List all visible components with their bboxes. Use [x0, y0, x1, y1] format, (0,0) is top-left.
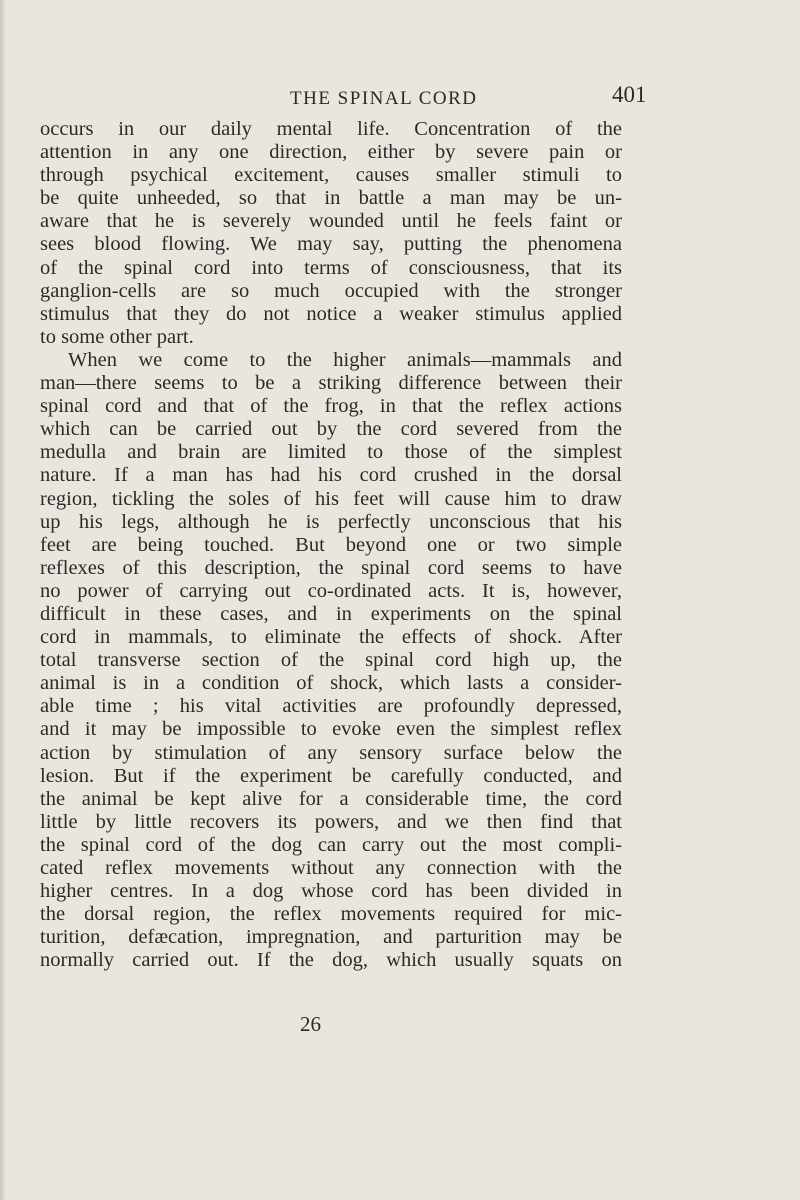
text-line: the spinal cord of the dog can carry out the most compli-	[40, 833, 622, 856]
text-line: the dorsal region, the reflex movements required for mic-	[40, 903, 622, 926]
text-line: lesion. But if the experiment be carefully conducted, and	[40, 764, 622, 787]
text-line: stimulus that they do not notice a weaker stimulus applied	[40, 302, 622, 325]
text-line: aware that he is severely wounded until he feels faint or	[40, 210, 622, 233]
text-line: reflexes of this description, the spinal cord seems to have	[40, 556, 622, 579]
text-line: and it may be impossible to evoke even the simplest reflex	[40, 718, 622, 741]
page-binding-edge	[0, 0, 6, 1200]
text-line: action by stimulation of any sensory surface below the	[40, 741, 622, 764]
text-line: sees blood flowing. We may say, putting the phenomena	[40, 233, 622, 256]
text-line: the animal be kept alive for a considerable time, the cord	[40, 787, 622, 810]
text-line: region, tickling the soles of his feet will cause him to draw	[40, 487, 622, 510]
signature-mark: 26	[300, 1012, 321, 1036]
text-line: which can be carried out by the cord severed from the	[40, 418, 622, 441]
text-line: be quite unheeded, so that in battle a man may be un-	[40, 187, 622, 210]
text-line: total transverse section of the spinal cord high up, the	[40, 649, 622, 672]
text-line: cord in mammals, to eliminate the effects of shock. After	[40, 626, 622, 649]
text-line: animal is in a condition of shock, which lasts a consider-	[40, 672, 622, 695]
text-line: occurs in our daily mental life. Concentration of the	[40, 118, 622, 140]
text-line: no power of carrying out co-ordinated acts. It is, however,	[40, 579, 622, 602]
text-line: cated reflex movements without any connection with the	[40, 857, 622, 879]
text-line: able time ; his vital activities are profoundly depressed,	[40, 695, 622, 718]
text-line: of the spinal cord into terms of consciousness, that its	[40, 256, 622, 279]
text-line: medulla and brain are limited to those of the simplest	[40, 441, 622, 464]
text-line: attention in any one direction, either by severe pain or	[40, 141, 622, 164]
body-text	[40, 118, 622, 972]
text-line: nature. If a man has had his cord crushed in the dorsal	[40, 464, 622, 487]
running-head: THE SPINAL CORD	[290, 88, 478, 109]
text-line: difficult in these cases, and in experiments on the spinal	[40, 602, 622, 625]
text-line: to some other part.	[40, 325, 194, 348]
text-line: ganglion-cells are so much occupied with the stronger	[40, 279, 622, 302]
text-line: little by little recovers its powers, and we then find that	[40, 810, 622, 833]
text-line: feet are being touched. But beyond one or two simple	[40, 533, 622, 556]
text-line: man—there seems to be a striking difference between their	[40, 372, 622, 395]
text-line: turition, defæcation, impregnation, and parturition may be	[40, 926, 622, 949]
page-number: 401	[612, 82, 647, 107]
text-line: through psychical excitement, causes smaller stimuli to	[40, 164, 622, 187]
page-header	[0, 82, 800, 122]
text-line: spinal cord and that of the frog, in that the reflex actions	[40, 395, 622, 418]
text-line: normally carried out. If the dog, which usually squats on	[40, 949, 622, 972]
text-line: higher centres. In a dog whose cord has been divided in	[40, 880, 622, 903]
text-line: When we come to the higher animals—mammals and	[68, 348, 622, 371]
text-line: up his legs, although he is perfectly unconscious that his	[40, 510, 622, 533]
